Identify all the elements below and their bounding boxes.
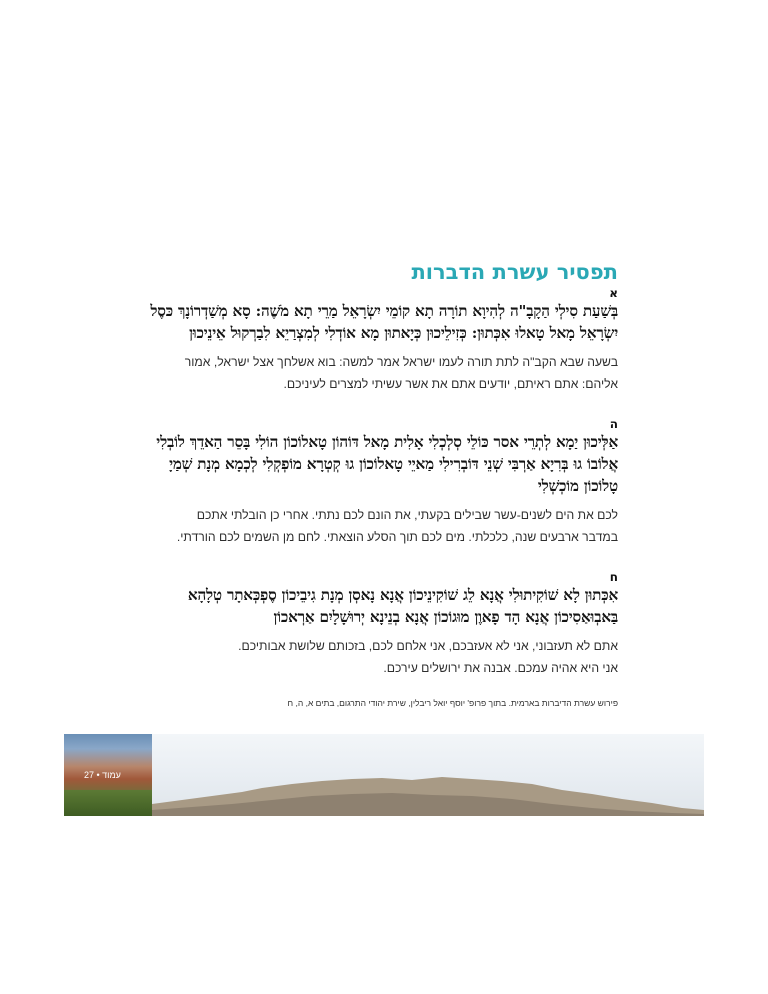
page-number: עמוד • 27 [84, 770, 121, 780]
hebrew-line: אני היא אהיה עמכם. אבנה את ירושלים עירכם. [383, 661, 618, 675]
section-aleph [150, 286, 618, 395]
article [150, 258, 618, 718]
aramaic-line: בַּאבְוּאַסִיכוֹן אֲנָא הָד פָאוֶן מוּגוֹכוֹן אֲנָא בְנֵינָא יְרוּשָׁלָיִם אַרְאכוֹן [273, 608, 618, 626]
hebrew-line: לכם את הים לשנים-עשר שבילים בקעתי, את הונם לכם נתתי. אחרי כן הובלתי אתכם [196, 508, 618, 522]
section-he [150, 417, 618, 548]
aramaic-text [150, 584, 618, 628]
footer-photo-band [64, 734, 704, 816]
mountain-silhouette [152, 734, 704, 816]
section-letter: א [609, 286, 618, 300]
hebrew-translation [150, 504, 618, 548]
aramaic-text [150, 431, 618, 497]
hebrew-translation [150, 635, 618, 679]
page-title: תפסיר עשרת הדברות [411, 260, 618, 284]
aramaic-line: אִכְּתוּן לָא שׁוֹקִיתוּלִי אֲנָא לֵג שׁוֹקִינֵיכוֹן אֲנָא נָאסְן מְנָת גִיבֵיכוֹן סֶפְכְּאתָר טְלָהָא [187, 586, 618, 604]
aramaic-line: טָלוֹכוֹן מוֹכְשְׁלִי [537, 477, 618, 495]
aramaic-text [150, 300, 618, 344]
hebrew-line: אתם לא תעזבוני, אני לא אעזבכם, אני אלחם לכם, בזכותם שלושת אבותיכם. [238, 639, 618, 653]
mountain-photo-left [64, 734, 152, 816]
mountain-photo-right [152, 734, 704, 816]
section-het [150, 570, 618, 679]
section-letter: ח [609, 570, 618, 584]
hebrew-line: במדבר ארבעים שנה, כלכלתי. מים לכם תוך הסלע הוצאתי. לחם מן השמים לכם הורדתי. [176, 530, 618, 544]
aramaic-line: יִשְׂרָאֵל מָאל טָאלוּ אִכְּתוּן: כְּזִילֵיכוּן כְּיָאתוּן מָא אוֹדְלִי לְמִצְרַיֵא לִבַרְקוּל אֵינֵיכוּן [189, 324, 618, 342]
aramaic-line: אֲלוֹבוֹ גוּ בְּרִיָא אַרְבִּי שְׁנֵי דּוֹבְרִילִי מַאיֵי טָאלוֹכוֹן גוּ קְטְרָא מוֹפְקְלִי לְכְמָא מְנָת שְׁמַיָ [169, 455, 618, 473]
source-note: פירוש עשרת הדיברות בארמית. בתוך פרופ' יוסף יואל ריבלין, שירת יהודי התרגום, בתים א, ה, ח [287, 698, 618, 708]
hebrew-line: אליהם: אתם ראיתם, יודעים אתם את אשר עשיתי למצרים לעיניכם. [283, 377, 618, 391]
aramaic-line: אַלְּיכוּן יַמָא לְתְרֵי אסר כּוֹלֵי סְלְכְלִי אָלִית מָאל דּוֹהוֹן טָאלוֹכוֹן הוֹלִי בָּסֵר הַאדֵךְ לוֹבְלִי [156, 433, 618, 451]
hebrew-line: בשעה שבא הקב"ה לתת תורה לעמו ישראל אמר למשה: בוא אשלחך אצל ישראל, אמור [184, 355, 618, 369]
hebrew-translation [150, 351, 618, 395]
vegetation [64, 790, 152, 816]
section-letter: ה [609, 417, 618, 431]
aramaic-line: בְּשַׁעַת סִילְי הַקָבָ"ה לְהִיוָא תוֹרָה תָא קוֹמֵי יִשְׂרָאֵל מַרֵי תָא מֹשֶׁה: סָא מְשַׁדְרוֹנָךְ כּסֶל [150, 302, 618, 320]
